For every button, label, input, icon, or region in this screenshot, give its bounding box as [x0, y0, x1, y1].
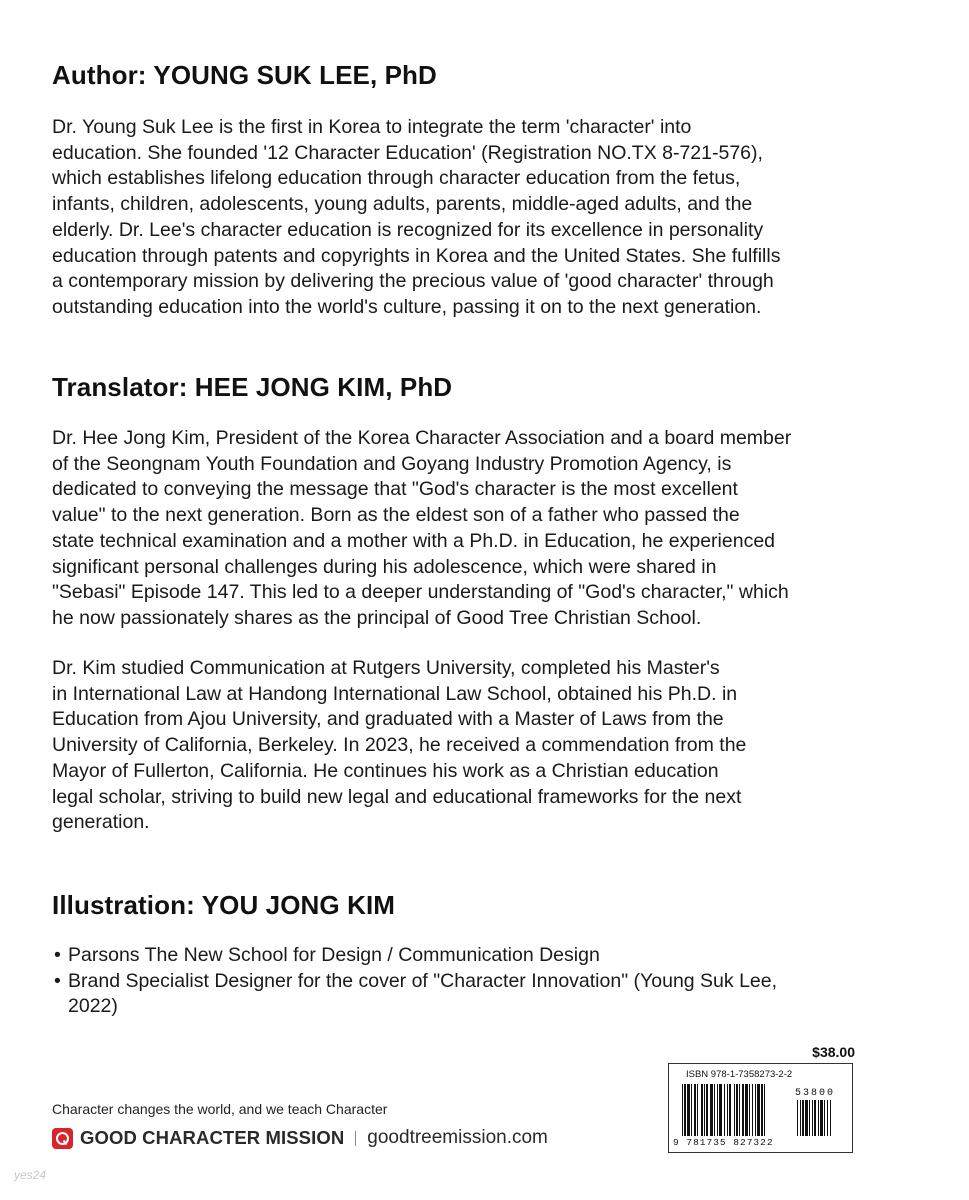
translator-bio-line: Dr. Kim studied Communication at Rutgers University, completed his Master's — [52, 657, 720, 679]
list-item-line: Brand Specialist Designer for the cover of "Character Innovation" (Young Suk Lee, — [68, 969, 778, 992]
illustration-credits-list — [52, 943, 867, 1020]
price-label: $38.00 — [812, 1044, 855, 1060]
brand-name: GOOD CHARACTER MISSION — [80, 1127, 345, 1148]
footer-tagline: Character changes the world, and we teach Character — [52, 1101, 388, 1117]
author-bio-line: outstanding education into the world's culture, passing it on to the next generation. — [52, 295, 762, 318]
translator-bio-paragraph-1 — [52, 426, 867, 632]
bullet-icon: • — [54, 969, 61, 992]
translator-bio-line: state technical examination and a mother with a Ph.D. in Education, he experienced — [52, 529, 776, 552]
translator-bio-line: legal scholar, striving to build new legal and educational frameworks for the next — [52, 785, 742, 808]
translator-bio-line: Education from Ajou University, and graduated with a Master of Laws from the — [52, 708, 724, 731]
author-bio — [52, 115, 867, 321]
list-item-line: Parsons The New School for Design / Communication Design — [68, 944, 600, 966]
translator-bio-line: "Sebasi" Episode 147. This led to a deeper understanding of "God's character," which — [52, 581, 789, 604]
translator-bio-line: he now passionately shares as the principal of Good Tree Christian School. — [52, 606, 702, 629]
isbn-digits: 9 781735 827322 — [673, 1137, 774, 1148]
translator-bio-line: significant personal challenges during his adolescence, which were shared in — [52, 555, 717, 578]
author-bio-line: which establishes lifelong education through character education from the fetus, — [52, 167, 741, 190]
price-code: 53800 — [795, 1088, 836, 1099]
translator-bio-line: Mayor of Fullerton, California. He continues his work as a Christian education — [52, 759, 719, 782]
watermark-logo: yes24 — [14, 1168, 47, 1182]
list-item-line: 2022) — [68, 995, 118, 1018]
bullet-icon: • — [54, 944, 61, 966]
translator-bio-line: value" to the next generation. Born as the eldest son of a father who passed the — [52, 504, 740, 527]
illustration-heading: Illustration: YOU JONG KIM — [52, 890, 396, 920]
translator-bio-line: in International Law at Handong International Law School, obtained his Ph.D. in — [52, 682, 738, 705]
brand-divider — [355, 1131, 356, 1146]
footer-brand — [52, 1124, 548, 1152]
translator-bio-line: dedicated to conveying the message that "God's character is the most excellent — [52, 478, 738, 501]
translator-bio-line: Dr. Hee Jong Kim, President of the Korea Character Association and a board member — [52, 427, 792, 449]
translator-bio-line: University of California, Berkeley. In 2023, he received a commendation from the — [52, 734, 747, 757]
translator-bio-paragraph-2 — [52, 656, 867, 836]
translator-bio-line: of the Seongnam Youth Foundation and Goyang Industry Promotion Agency, is — [52, 452, 732, 475]
translator-heading: Translator: HEE JONG KIM, PhD — [52, 372, 453, 402]
website-url: goodtreemission.com — [367, 1127, 548, 1148]
author-bio-line: Dr. Young Suk Lee is the first in Korea to integrate the term 'character' into — [52, 116, 692, 138]
tree-logo-icon — [52, 1128, 73, 1149]
author-bio-line: education. She founded '12 Character Education' (Registration NO.TX 8-721-576), — [52, 141, 763, 164]
list-item — [52, 969, 867, 1020]
list-item — [52, 943, 867, 969]
isbn-barcode — [668, 1063, 853, 1153]
translator-bio-line: generation. — [52, 811, 150, 834]
author-bio-line: a contemporary mission by delivering the precious value of 'good character' through — [52, 270, 774, 293]
author-bio-line: education through patents and copyrights in Korea and the United States. She fulfills — [52, 244, 781, 267]
author-heading: Author: YOUNG SUK LEE, PhD — [52, 60, 437, 90]
author-bio-line: infants, children, adolescents, young adults, parents, middle-aged adults, and the — [52, 193, 753, 216]
isbn-number: ISBN 978-1-7358273-2-2 — [686, 1069, 793, 1080]
author-bio-line: elderly. Dr. Lee's character education is recognized for its excellence in personality — [52, 218, 764, 241]
